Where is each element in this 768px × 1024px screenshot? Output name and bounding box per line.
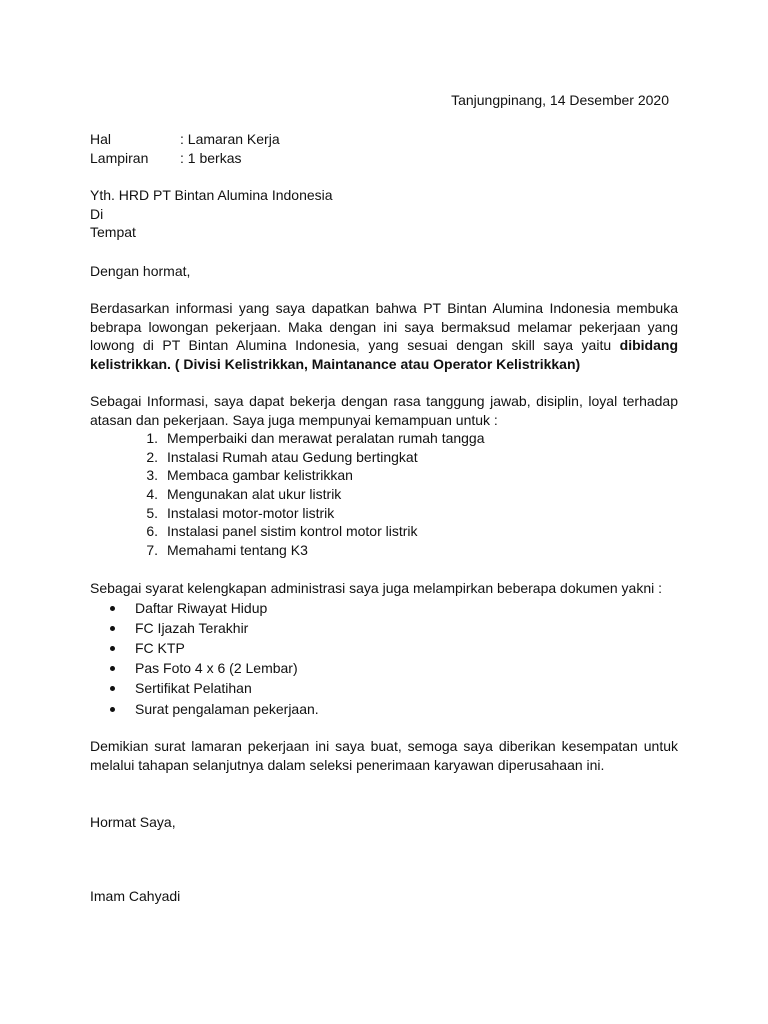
meta-row-hal	[90, 130, 280, 149]
meta-label-lampiran: Lampiran	[90, 149, 149, 166]
paragraph-intro	[90, 299, 678, 374]
bullet-icon	[90, 606, 135, 611]
list-item-text: FC KTP	[135, 640, 185, 657]
list-item	[90, 638, 319, 658]
list-item-number: 1.	[146, 430, 158, 446]
list-item	[90, 429, 485, 448]
signature-name: Imam Cahyadi	[90, 888, 181, 904]
paragraph-intro-bold: dibidang kelistrikkan. ( Divisi Kelistrikkan, Maintanance atau Operator Kelistrikkan)	[90, 337, 678, 373]
list-item-number: 5.	[146, 504, 158, 521]
bullet-icon	[90, 707, 135, 712]
bullet-icon	[90, 646, 135, 651]
meta-value-hal: : Lamaran Kerja	[180, 131, 280, 147]
list-item	[90, 485, 485, 504]
paragraph-skills-intro: Sebagai Informasi, saya dapat bekerja dengan rasa tanggung jawab, disiplin, loyal terhadap atasan dan pekerjaan. Saya juga mempunyai kemampuan untuk :	[90, 393, 678, 428]
bullet-icon	[90, 666, 135, 671]
list-item	[90, 679, 319, 699]
recipient-line-2: Di	[90, 205, 104, 222]
list-item-number: 2.	[146, 448, 158, 465]
list-item-number: 3.	[146, 467, 158, 484]
skills-list	[90, 429, 485, 560]
meta-label-hal: Hal	[90, 131, 112, 147]
list-item	[90, 466, 485, 485]
list-item-number: 4.	[146, 486, 158, 503]
list-item-text: Memahami tentang K3	[167, 542, 308, 559]
paragraph-closing: Demikian surat lamaran pekerjaan ini saya buat, semoga saya diberikan kesempatan untuk melalui tahapan selanjutnya dalam seleksi penerimaan karyawan diperusahaan ini.	[90, 738, 678, 773]
list-item-number: 7.	[146, 542, 158, 559]
recipient-line-1: Yth. HRD PT Bintan Alumina Indonesia	[90, 187, 333, 203]
list-item	[90, 522, 485, 541]
list-item	[90, 598, 319, 618]
recipient-address	[90, 186, 333, 242]
paragraph-documents-intro: Sebagai syarat kelengkapan administrasi saya juga melampirkan beberapa dokumen yakni :	[90, 580, 662, 596]
closing-salutation: Hormat Saya,	[90, 814, 176, 830]
recipient-line-3: Tempat	[90, 224, 136, 241]
list-item	[90, 448, 485, 467]
list-item	[90, 659, 319, 679]
list-item-text: Daftar Riwayat Hidup	[135, 599, 268, 616]
list-item-text: FC Ijazah Terakhir	[135, 619, 249, 636]
bullet-icon	[90, 626, 135, 631]
greeting: Dengan hormat,	[90, 263, 191, 279]
list-item-text: Membaca gambar kelistrikkan	[167, 467, 353, 484]
list-item	[90, 699, 319, 719]
list-item-text: Pas Foto 4 x 6 (2 Lembar)	[135, 660, 298, 677]
list-item-text: Sertifikat Pelatihan	[135, 680, 252, 697]
documents-list	[90, 598, 319, 719]
paragraph-intro-text: Berdasarkan informasi yang saya dapatkan bahwa PT Bintan Alumina Indonesia membuka bebrapa lowongan pekerjaan. Maka dengan ini saya bermaksud melamar pekerjaan yang lowong di PT Bintan Alumina Indonesia, yang sesuai dengan skill saya yaitu	[90, 300, 678, 354]
list-item	[90, 504, 485, 523]
meta-value-lampiran: : 1 berkas	[180, 149, 242, 166]
list-item-text: Instalasi motor-motor listrik	[167, 504, 335, 521]
list-item-text: Memperbaiki dan merawat peralatan rumah tangga	[167, 430, 485, 446]
list-item-text: Instalasi Rumah atau Gedung bertingkat	[167, 448, 418, 465]
list-item-text: Instalasi panel sistim kontrol motor listrik	[167, 523, 418, 540]
list-item	[90, 618, 319, 638]
letter-meta	[90, 130, 280, 167]
bullet-icon	[90, 686, 135, 691]
list-item	[90, 541, 485, 560]
letter-date: Tanjungpinang, 14 Desember 2020	[451, 92, 669, 108]
list-item-text: Surat pengalaman pekerjaan.	[135, 700, 319, 717]
meta-row-lampiran	[90, 149, 280, 168]
list-item-text: Mengunakan alat ukur listrik	[167, 486, 342, 503]
list-item-number: 6.	[146, 523, 158, 540]
